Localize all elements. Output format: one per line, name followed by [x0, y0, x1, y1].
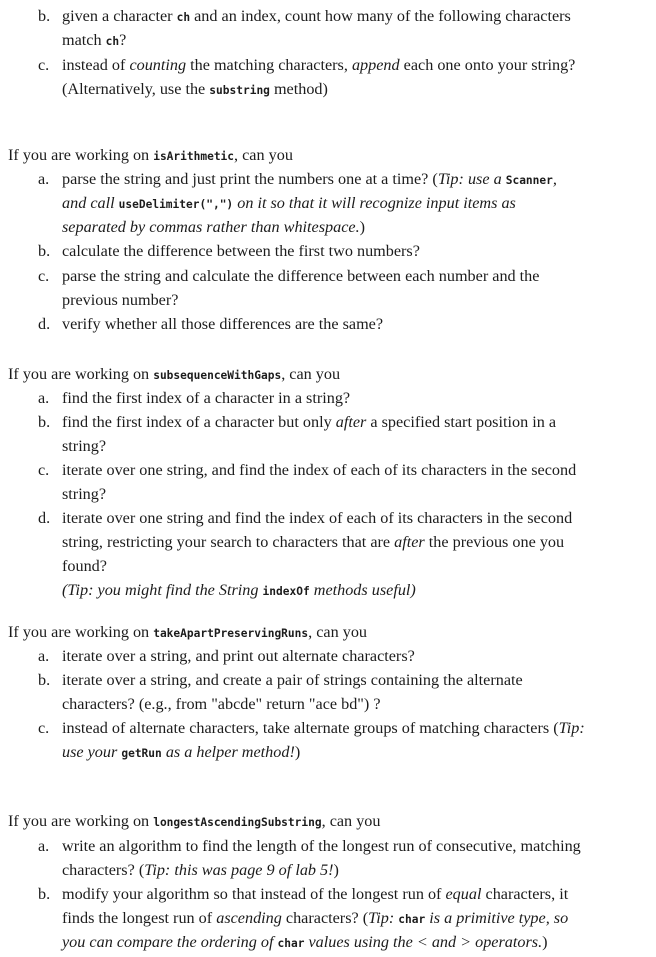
list-item-line	[62, 412, 556, 432]
italic-text: ascending	[216, 909, 282, 927]
inline-code: takeApartPreservingRuns	[153, 627, 309, 640]
list-item-line	[62, 169, 557, 191]
section-heading-isarithmetic	[8, 145, 293, 167]
text-run: calculate the difference between the first two numbers?	[62, 242, 420, 260]
italic-text: you can compare the ordering of	[62, 933, 278, 951]
text-run: )	[542, 933, 548, 951]
italic-text: and call	[62, 194, 119, 212]
italic-text: Tip: this was page 9 of lab 5!	[144, 861, 334, 879]
text-run: write an algorithm to find the length of the longest run of consecutive, matching	[62, 837, 581, 855]
text-run: verify whether all those differences are the same?	[62, 315, 384, 333]
list-item-line	[62, 718, 585, 738]
text-run: iterate over a string, and create a pair of strings containing the alternate	[62, 671, 523, 689]
inline-code: char	[277, 937, 305, 950]
list-item-line	[62, 836, 581, 856]
inline-code: substring	[209, 84, 270, 97]
italic-text: ,	[552, 170, 557, 188]
list-item-line	[62, 314, 383, 334]
list-item-line	[62, 460, 576, 480]
italic-text: (Tip: you might find the String	[62, 581, 263, 599]
text-run: )	[294, 743, 301, 761]
list-item-line	[62, 742, 300, 764]
list-item-line	[62, 79, 328, 101]
italic-text: Tip:	[558, 719, 585, 737]
text-run: previous number?	[62, 291, 179, 309]
text-run: found?	[62, 557, 107, 575]
text-run: find the first index of a character in a string?	[62, 389, 351, 407]
text-run: , can you	[321, 812, 381, 830]
italic-text: equal	[445, 885, 482, 903]
section-heading-longestascendingsubstring	[8, 811, 380, 833]
list-label: b.	[38, 7, 51, 25]
text-run: parse the string and just print the numbers one at a time? (	[62, 170, 438, 188]
list-item-line	[62, 908, 568, 930]
list-label: c.	[38, 267, 50, 285]
list-label: c.	[38, 719, 50, 737]
text-run: instead of	[62, 56, 130, 74]
list-item-line	[62, 884, 568, 904]
text-run: parse the string and calculate the difference between each number and the	[62, 267, 540, 285]
text-run: each one onto your string?	[399, 56, 576, 74]
list-item-line	[62, 484, 106, 504]
italic-text: Tip:	[368, 909, 399, 927]
inline-code: subsequenceWithGaps	[153, 369, 282, 382]
text-run: If you are working on	[8, 812, 154, 830]
text-run: If you are working on	[8, 623, 154, 641]
list-item-tip	[62, 580, 416, 602]
list-item-line	[62, 646, 415, 666]
text-run: (Alternatively, use the	[62, 80, 210, 98]
italic-text: as a helper method!	[161, 743, 295, 761]
text-run: match	[62, 31, 106, 49]
text-run: string?	[62, 485, 107, 503]
italic-text: use your	[62, 743, 122, 761]
inline-code: char	[398, 913, 426, 926]
list-label: a.	[38, 389, 50, 407]
list-item-line	[62, 266, 539, 286]
list-label: d.	[38, 509, 51, 527]
text-run: string?	[62, 437, 107, 455]
list-label: a.	[38, 837, 50, 855]
italic-text: values using the < and > operators.	[304, 933, 543, 951]
text-run: finds the longest run of	[62, 909, 217, 927]
italic-text: Tip: use a	[437, 170, 506, 188]
text-run: modify your algorithm so that instead of the longest run of	[62, 885, 446, 903]
text-run: characters? (	[62, 861, 145, 879]
inline-code: indexOf	[262, 585, 310, 598]
list-item-line	[62, 508, 572, 528]
list-item-line	[62, 30, 126, 52]
italic-text: methods useful)	[309, 581, 416, 599]
list-item-line	[62, 290, 178, 310]
section-heading-subsequencewithgaps	[8, 364, 340, 386]
list-item-line	[62, 388, 350, 408]
text-run: characters, it	[481, 885, 569, 903]
list-item-line	[62, 532, 564, 552]
text-run: iterate over a string, and print out alternate characters?	[62, 647, 415, 665]
list-item-line	[62, 193, 516, 215]
italic-text: separated by commas rather than whitespace.	[62, 218, 360, 236]
text-run: and an index, count how many of the following characters	[190, 7, 571, 25]
italic-text: counting	[129, 56, 187, 74]
inline-code: Scanner	[505, 174, 553, 187]
list-item-line	[62, 6, 571, 28]
list-label: d.	[38, 315, 51, 333]
list-label: a.	[38, 647, 50, 665]
text-run: If you are working on	[8, 365, 154, 383]
list-item-line	[62, 241, 420, 261]
list-label: b.	[38, 885, 51, 903]
inline-code: ch	[105, 35, 120, 48]
list-item-line	[62, 860, 339, 880]
list-item-line	[62, 932, 548, 954]
list-label: b.	[38, 671, 51, 689]
inline-code: useDelimiter(",")	[118, 198, 234, 211]
text-run: instead of alternate characters, take alternate groups of matching characters (	[62, 719, 559, 737]
text-run: iterate over one string and find the index of each of its characters in the second	[62, 509, 573, 527]
italic-text: is a primitive type, so	[425, 909, 569, 927]
italic-text: append	[351, 56, 400, 74]
section-heading-takeapartpreservingruns	[8, 622, 367, 644]
list-label: a.	[38, 170, 50, 188]
text-run: ?	[119, 31, 127, 49]
text-run: characters? (	[281, 909, 369, 927]
text-run: characters? (e.g., from "abcde" return "ace bd") ?	[62, 695, 381, 713]
text-run: the previous one you	[424, 533, 565, 551]
text-run: string, restricting your search to characters that are	[62, 533, 395, 551]
text-run: a specified start position in a	[366, 413, 557, 431]
italic-text: after	[394, 533, 425, 551]
text-run: find the first index of a character but only	[62, 413, 336, 431]
inline-code: ch	[176, 11, 191, 24]
text-run: method)	[269, 80, 328, 98]
list-label: b.	[38, 413, 51, 431]
list-label: b.	[38, 242, 51, 260]
text-run: the matching characters,	[186, 56, 352, 74]
text-run: )	[333, 861, 339, 879]
text-run: , can you	[308, 623, 368, 641]
list-item-line	[62, 55, 575, 75]
list-item-line	[62, 556, 107, 576]
list-label: c.	[38, 56, 50, 74]
text-run: )	[359, 218, 366, 236]
list-item-line	[62, 436, 106, 456]
inline-code: longestAscendingSubstring	[153, 816, 322, 829]
inline-code: isArithmetic	[153, 150, 235, 163]
italic-text: after	[335, 413, 367, 431]
text-run: given a character	[62, 7, 177, 25]
list-item-line	[62, 694, 381, 714]
text-run: If you are working on	[8, 146, 154, 164]
text-run: , can you	[281, 365, 341, 383]
italic-text: on it so that it will recognize input items as	[233, 194, 516, 212]
inline-code: getRun	[121, 747, 162, 760]
list-label: c.	[38, 461, 50, 479]
list-item-line	[62, 217, 365, 237]
text-run: iterate over one string, and find the index of each of its characters in the second	[62, 461, 577, 479]
list-item-line	[62, 670, 523, 690]
text-run: , can you	[234, 146, 293, 164]
